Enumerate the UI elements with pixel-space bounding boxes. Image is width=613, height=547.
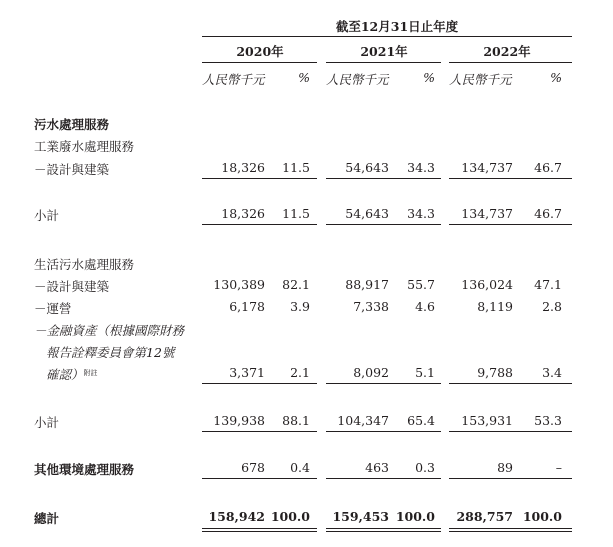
- other-services-2021-pct: 0.3: [415, 460, 435, 475]
- domestic-operation-2020-amount: 6,178: [229, 299, 265, 314]
- domestic-rule-2020: [202, 383, 317, 384]
- year-2020-header: 2020年: [236, 44, 284, 59]
- domestic-design-2022-pct: 47.1: [534, 277, 562, 292]
- pct-header-2020: %: [298, 70, 310, 85]
- other-services-2022-amount: 89: [497, 460, 513, 475]
- financial-asset-2020-pct: 2.1: [290, 365, 310, 380]
- total-2020-pct: 100.0: [270, 509, 310, 524]
- financial-asset-label-line-1: －金融資產（根據國際財務: [34, 323, 185, 338]
- other-services-2022-pct: –: [555, 460, 562, 475]
- domestic-operation-2022-amount: 8,119: [477, 299, 513, 314]
- industrial-design-2020-amount: 18,326: [221, 160, 265, 175]
- domestic-operation-2020-pct: 3.9: [290, 299, 310, 314]
- period-header: 截至12月31日止年度: [335, 19, 459, 34]
- industrial-design-2022-amount: 134,737: [461, 160, 513, 175]
- financial-asset-2022-amount: 9,788: [477, 365, 513, 380]
- period-rule: [202, 36, 572, 37]
- domestic-subtotal-label: 小計: [34, 415, 60, 430]
- domestic-design-2021-pct: 55.7: [407, 277, 435, 292]
- domestic-subtotal-2021-amount: 104,347: [337, 413, 389, 428]
- industrial-subtotal-rule-2021: [326, 224, 441, 225]
- sewage-section-title: 污水處理服務: [34, 117, 110, 132]
- industrial-subtotal-2022-pct: 46.7: [534, 206, 562, 221]
- other-rule-2021: [326, 478, 441, 479]
- unit-header-2020: 人民幣千元: [202, 72, 265, 87]
- industrial-rule-2022: [449, 178, 572, 179]
- industrial-design-2022-pct: 46.7: [534, 160, 562, 175]
- domestic-subtotal-2021-pct: 65.4: [407, 413, 435, 428]
- domestic-subtotal-2022-amount: 153,931: [461, 413, 513, 428]
- domestic-rule-2022: [449, 383, 572, 384]
- industrial-subtotal-2020-amount: 18,326: [221, 206, 265, 221]
- financial-asset-2020-amount: 3,371: [229, 365, 265, 380]
- domestic-design-2022-amount: 136,024: [461, 277, 513, 292]
- industrial-rule-2020: [202, 178, 317, 179]
- financial-asset-label-line-3: 確認）$^{附註}$: [46, 367, 98, 382]
- domestic-design-2021-amount: 88,917: [345, 277, 389, 292]
- financial-asset-2021-amount: 8,092: [353, 365, 389, 380]
- domestic-subtotal-rule-2020: [202, 431, 317, 432]
- other-services-label: 其他環境處理服務: [34, 462, 135, 477]
- unit-header-2021: 人民幣千元: [326, 72, 389, 87]
- year-2021-header: 2021年: [360, 44, 408, 59]
- domestic-subtotal-2020-pct: 88.1: [282, 413, 310, 428]
- domestic-operation-2022-pct: 2.8: [542, 299, 562, 314]
- pct-header-2022: %: [550, 70, 562, 85]
- total-2021-pct: 100.0: [395, 509, 435, 524]
- domestic-subtotal-rule-2022: [449, 431, 572, 432]
- year-2020-rule: [202, 62, 317, 63]
- footnote-marker: 附註: [83, 369, 98, 377]
- domestic-subsection-title: 生活污水處理服務: [34, 257, 135, 272]
- industrial-rule-2021: [326, 178, 441, 179]
- industrial-subtotal-2020-pct: 11.5: [282, 206, 310, 221]
- total-label: 總計: [34, 511, 60, 526]
- pct-header-2021: %: [423, 70, 435, 85]
- industrial-subtotal-2022-amount: 134,737: [461, 206, 513, 221]
- domestic-design-2020-pct: 82.1: [282, 277, 310, 292]
- year-2022-header: 2022年: [483, 44, 531, 59]
- unit-header-2022: 人民幣千元: [449, 72, 512, 87]
- industrial-subtotal-label: 小計: [34, 208, 60, 223]
- industrial-subtotal-2021-amount: 54,643: [345, 206, 389, 221]
- year-2021-rule: [326, 62, 441, 63]
- domestic-operation-2021-amount: 7,338: [353, 299, 389, 314]
- domestic-operation-label: －運營: [34, 301, 72, 316]
- financial-asset-2021-pct: 5.1: [415, 365, 435, 380]
- industrial-subtotal-2021-pct: 34.3: [407, 206, 435, 221]
- industrial-subsection-title: 工業廢水處理服務: [34, 139, 135, 154]
- total-2022-pct: 100.0: [522, 509, 562, 524]
- industrial-design-2021-amount: 54,643: [345, 160, 389, 175]
- domestic-design-2020-amount: 130,389: [213, 277, 265, 292]
- total-double-rule-2022: [449, 528, 572, 532]
- year-2022-rule: [449, 62, 572, 63]
- domestic-subtotal-2022-pct: 53.3: [534, 413, 562, 428]
- other-services-2020-amount: 678: [241, 460, 265, 475]
- industrial-design-label: －設計與建築: [34, 162, 110, 177]
- industrial-design-2021-pct: 34.3: [407, 160, 435, 175]
- industrial-subtotal-rule-2020: [202, 224, 317, 225]
- financial-asset-label-line-2: 報告詮釋委員會第12號: [46, 345, 175, 360]
- other-rule-2022: [449, 478, 572, 479]
- domestic-design-label: －設計與建築: [34, 279, 110, 294]
- total-double-rule-2020: [202, 528, 317, 532]
- domestic-operation-2021-pct: 4.6: [415, 299, 435, 314]
- financial-asset-2022-pct: 3.4: [542, 365, 562, 380]
- total-2022-amount: 288,757: [456, 509, 513, 524]
- total-2021-amount: 159,453: [332, 509, 389, 524]
- domestic-rule-2021: [326, 383, 441, 384]
- total-double-rule-2021: [326, 528, 441, 532]
- other-services-2020-pct: 0.4: [290, 460, 310, 475]
- industrial-subtotal-rule-2022: [449, 224, 572, 225]
- domestic-subtotal-2020-amount: 139,938: [213, 413, 265, 428]
- other-rule-2020: [202, 478, 317, 479]
- industrial-design-2020-pct: 11.5: [282, 160, 310, 175]
- domestic-subtotal-rule-2021: [326, 431, 441, 432]
- total-2020-amount: 158,942: [208, 509, 265, 524]
- other-services-2021-amount: 463: [365, 460, 389, 475]
